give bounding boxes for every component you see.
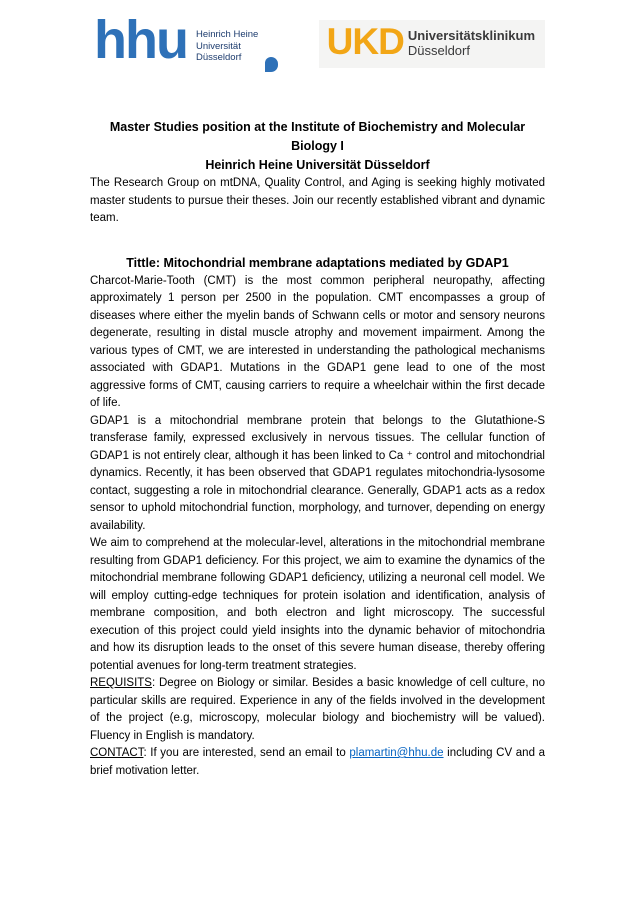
body-paragraph: We aim to comprehend at the molecular-level, alterations in the mitochondrial membrane resulting from GDAP1 deficiency. For this project, we aim to examine the dynamics of the mitochondrial membrane following GDAP1 deficiency, utilizing a neuronal cell model. We will employ cutting-edge techniques for protein isolation and identification, analysis of membrane composition, and both electron and light microscopy. The successful execution of this project could yield insights into the dynamic behavior of mitochondria and how its disruption leads to the onset of this severe human disease, thereby offering potential avenues for long-term treatment strategies.	[90, 537, 545, 672]
hhu-text-line: Heinrich Heine	[195, 29, 259, 40]
hhu-logo	[94, 10, 278, 72]
contact-email-link[interactable]: plamartin@hhu.de	[349, 747, 444, 759]
hhu-text-line: Düsseldorf	[195, 52, 242, 63]
requisits-paragraph	[90, 675, 545, 745]
contact-text-after: including CV and a brief motivation letter.	[90, 747, 545, 777]
requisits-label: REQUISITS	[90, 677, 152, 689]
ukd-logo-text	[408, 28, 535, 58]
contact-text-before: : If you are interested, send an email to	[143, 747, 350, 759]
document-title-line2: Heinrich Heine Universität Düsseldorf	[205, 158, 430, 172]
intro-paragraph: The Research Group on mtDNA, Quality Control, and Aging is seeking highly motivated master students to pursue their theses. Join our recently established vibrant and dynamic team.	[90, 177, 545, 224]
project-subtitle: Tittle: Mitochondrial membrane adaptations mediated by GDAP1	[126, 255, 509, 270]
body-paragraph: Charcot-Marie-Tooth (CMT) is the most common peripheral neuropathy, affecting approximately 1 person per 2500 in the population. CMT encompasses a group of diseases where either the myelin bands of Schwann cells or motor and sensory neurons degenerate, resulting in distal muscle atrophy and movement impairment. Among the various types of CMT, we are interested in understanding the pathological mechanisms associated with GDAP1. Mutations in the GDAP1 gene lead to one of the most aggressive forms of CMT, causing carriers to require a wheelchair within the first decade of life.	[90, 274, 545, 409]
ukd-logo	[319, 20, 545, 68]
requisits-text: : Degree on Biology or similar. Besides a basic knowledge of cell culture, no particular skills are required. Experience in any of the fields involved in the development of the project (e.g, microscopy, molecular biology and biochemistry will be valued). Fluency in English is mandatory.	[90, 677, 545, 742]
document-title	[90, 118, 545, 175]
document-title-line1: Master Studies position at the Institute of Biochemistry and Molecular Biology I	[109, 120, 526, 153]
logo-header	[90, 10, 545, 82]
contact-paragraph	[90, 745, 545, 780]
ukd-text-line: Düsseldorf	[407, 43, 470, 58]
ukd-wordmark: UKD	[326, 21, 404, 62]
body-text	[90, 273, 545, 676]
body-paragraph: GDAP1 is a mitochondrial membrane protein that belongs to the Glutathione-S transferase family, expressed exclusively in nervous tissues. The cellular function of GDAP1 is not entirely clear, although it has been linked to Ca ⁺ control and mitochondrial dynamics. Recently, it has been observed that GDAP1 regulates mitochondria-lysosome contact, suggesting a role in mitochondrial clearance. Generally, GDAP1 acts as a redox sensor to uphold mitochondrial function, morphology, and turnover, depending on energy availability.	[90, 414, 545, 532]
hhu-text-line: Universität	[195, 40, 241, 52]
hhu-comma-icon	[265, 57, 278, 72]
hhu-wordmark: hhu	[94, 10, 187, 70]
hhu-logo-text	[196, 29, 258, 64]
contact-label: CONTACT	[90, 747, 144, 759]
ukd-text-line: Universitätsklinikum	[407, 28, 535, 43]
